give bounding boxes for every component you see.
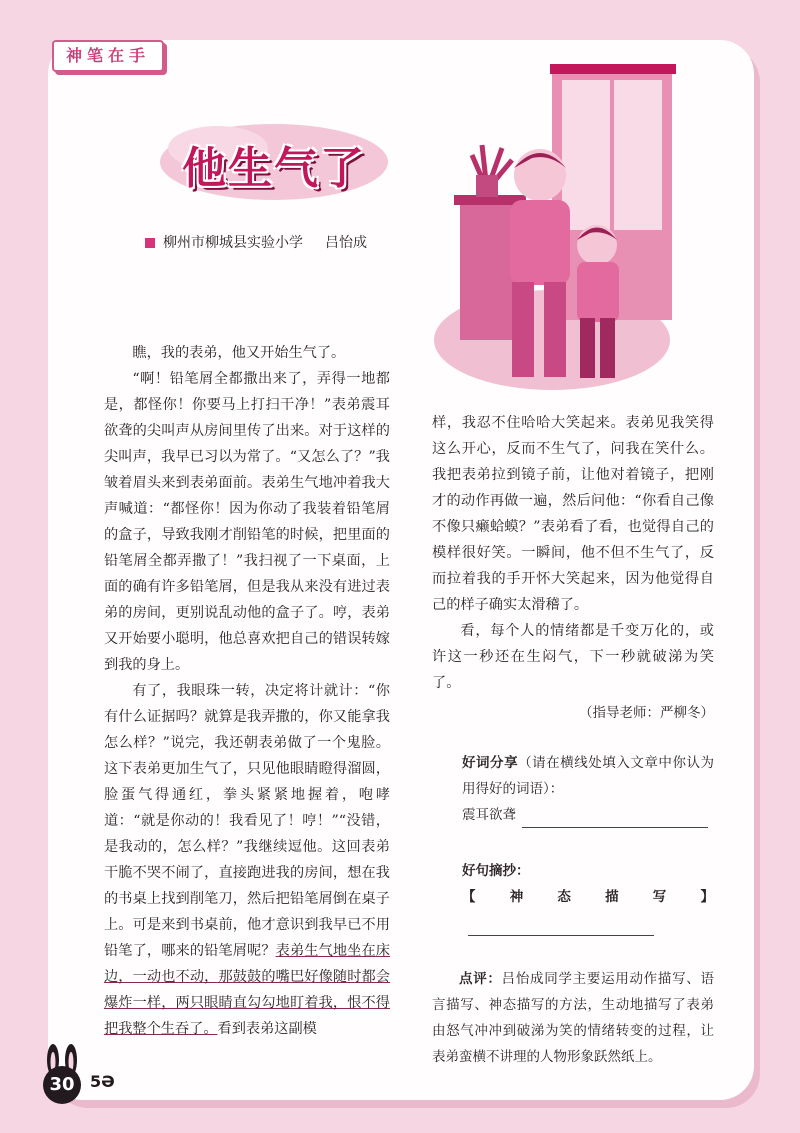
byline-marker-icon — [145, 238, 155, 248]
magazine-mark: 5Ə — [90, 1072, 115, 1091]
title-area — [158, 118, 390, 202]
good-words-heading: 好词分享 — [462, 755, 519, 771]
author-name: 吕怡成 — [325, 235, 367, 251]
fill-in-line[interactable] — [522, 809, 708, 828]
good-sentence-heading: 好句摘抄： — [462, 863, 530, 879]
underlined-sentence: 表弟生气地坐在床边，一动也不动，那鼓鼓的嘴巴好像随时都会爆炸一样，两只眼睛直勾勾地盯着我，恨不得把我整个生吞了。 — [104, 943, 390, 1037]
article-column-right — [432, 410, 714, 1070]
sentence-type-label: 【神态描写】 — [462, 889, 714, 905]
paragraph-text: 有了，我眼珠一转，决定将计就计：“你有什么证据吗？就算是我弄撒的，你又能拿我怎么样？”说完，我还朝表弟做了一个鬼脸。这下表弟更加生气了，只见他眼睛瞪得溜圆，脸蛋气得通红，拳头紧紧地握着，咆哮道：“就是你动的！我看见了！哼！”“没错，是我动的，怎么样？”我继续逗他。这回表弟干脆不哭不闹了，直接跑进我的房间，想在我的书桌上找到削笔刀，然后把铅笔屑倒在桌子上。可是来到书桌前，他才意识到我早已不用铅笔了，哪来的铅笔屑呢？ — [104, 683, 390, 959]
comment-text: 吕怡成同学主要运用动作描写、语言描写、神态描写的方法，生动地描写了表弟由怒气冲冲到破涕为笑的情绪转变的过程，让表弟蛮横不讲理的人物形象跃然纸上。 — [432, 971, 715, 1065]
article-column-left — [104, 340, 390, 1042]
good-sentence-section — [432, 858, 714, 936]
section-tag: 神笔在手 — [52, 40, 164, 72]
page-number: 30 — [43, 1066, 81, 1104]
good-word-example: 震耳欲聋 — [462, 807, 516, 823]
paragraph: “啊！铅笔屑全都撒出来了，弄得一地都是，都怪你！你要马上打扫干净！”表弟震耳欲聋的尖叫声从房间里传了出来。对于这样的尖叫声，我早已习以为常了。“又怎么了？”我皱着眉头来到表弟面前。表弟生气地冲着我大声喊道：“都怪你！因为你动了我装着铅笔屑的盒子，导致我刚才削铅笔的时候，把里面的铅笔屑全都弄撒了！”我扫视了一下桌面，上面的确有许多铅笔屑，但是我从来没有进过表弟的房间，更别说乱动他的盒子了。哼，表弟又开始要小聪明，他总喜欢把自己的错误转嫁到我的身上。 — [104, 371, 390, 673]
comment-section — [432, 966, 714, 1070]
paragraph — [104, 678, 390, 1042]
paragraph-text: 看到表弟这副模 — [217, 1021, 317, 1037]
comment-heading: 点评： — [459, 971, 502, 987]
good-words-instruction: （请在横线处填入文章中你认为用得好的词语）： — [462, 755, 715, 797]
byline — [145, 232, 367, 252]
fill-in-line[interactable] — [468, 917, 654, 936]
good-words-section — [432, 750, 714, 828]
paragraph: 样，我忍不住哈哈大笑起来。表弟见我笑得这么开心，反而不生气了，问我在笑什么。我把表弟拉到镜子前，让他对着镜子，把刚才的动作再做一遍，然后问他：“你看自己像不像只癞蛤蟆？”表弟看了看，也觉得自己的模样很好笑。一瞬间，他不但不生气了，反而拉着我的手开怀大笑起来，因为他觉得自己的样子确实太滑稽了。 — [432, 415, 714, 613]
paragraph: 瞧，我的表弟，他又开始生气了。 — [132, 345, 346, 361]
illustration-boys-laughing — [432, 50, 684, 395]
paragraph: 看，每个人的情绪都是千变万化的，或许这一秒还在生闷气，下一秒就破涕为笑了。 — [432, 623, 714, 691]
teacher-credit: （指导老师：严柳冬） — [579, 705, 714, 721]
page-title: 他生气了 — [182, 143, 366, 194]
school-name: 柳州市柳城县实验小学 — [163, 235, 303, 251]
